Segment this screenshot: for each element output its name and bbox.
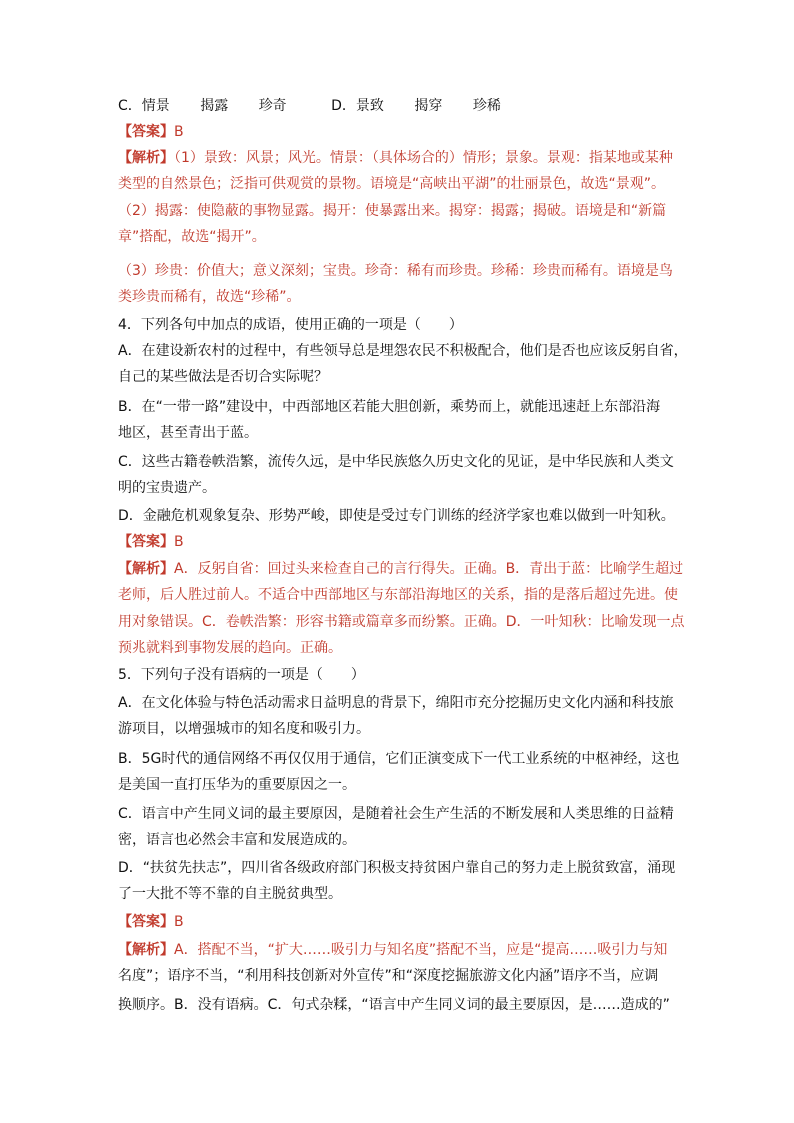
q4-analysis-line: 用对象错误。C．卷帙浩繁：形容书籍或篇章多而纷繁。正确。D．一叶知秋：比喻发现一点 [118,614,685,630]
q3-analysis-line: （2）揭露：使隐蔽的事物显露。揭开：使暴露出来。揭穿：揭露；揭破。语境是和“新篇 [118,203,667,219]
q4-analysis-line: 【解析】A．反躬自省：回过头来检查自己的言行得失。正确。B．青出于蓝：比喻学生超过 [118,561,684,577]
q4-stem: 4．下列各句中加点的成语，使用正确的一项是（ ） [118,317,463,333]
q3-analysis-line: 类型的自然景色；泛指可供观赏的景物。语境是“高峡出平湖”的壮丽景色，故选“景观”。 [118,176,666,192]
q5-stem: 5．下列句子没有语病的一项是（ ） [118,667,365,683]
answer-value: B [174,534,184,550]
analysis-label: 【解析】 [118,150,174,166]
q5-option-line: 游项目，以增强城市的知名度和吸引力。 [118,721,370,737]
q3-analysis-line: 类珍贵而稀有，故选“珍稀”。 [118,289,301,305]
q5-option-line: A．在文化体验与特色活动需求日益明息的背景下，绵阳市充分挖掘历史文化内涵和科技旅 [118,695,674,711]
q5-option-line: 了一大批不等不靠的自主脱贫典型。 [118,886,342,902]
q4-option-line: C．这些古籍卷帙浩繁，流传久远，是中华民族悠久历史文化的见证，是中华民族和人类文 [118,454,674,470]
q4-analysis-line: 老师，后人胜过前人。不适合中西部地区与东部沿海地区的关系，指的是落后超过先进。使 [118,587,678,603]
q3-analysis-line: （3）珍贵：价值大；意义深刻；宝贵。珍奇：稀有而珍贵。珍稀：珍贵而稀有。语境是鸟 [118,263,673,279]
q4-option-line: 地区，甚至青出于蓝。 [118,425,258,441]
q3-analysis-line: 【解析】（1）景致：风景；风光。情景：（具体场合的）情形；景象。景观：指某地或某种 [118,150,673,166]
q3-option-c-1: C．情景 [118,98,170,114]
q5-analysis-line: 【解析】A．搭配不当，“扩大……吸引力与知名度”搭配不当，应是“提高……吸引力与知 [118,942,668,958]
answer-label: 【答案】 [118,534,174,550]
q4-option-line: D．金融危机观象复杂、形势严峻，即使是受过专门训练的经济学家也难以做到一叶知秋。 [118,508,675,524]
q3-option-d-2: 揭穿 [414,98,443,114]
q4-option-line: A．在建设新农村的过程中，有些领导总是埋怨农民不积极配合，他们是否也应该反躬自省， [118,343,688,359]
q4-analysis-line: 预兆就料到事物发展的趋向。正确。 [118,640,342,656]
q3-analysis-line: 章”搭配，故选“揭开”。 [118,229,266,245]
answer-label: 【答案】 [118,124,174,140]
q5-option-line: D．“扶贫先扶志”，四川省各级政府部门积极支持贫困户靠自己的努力走上脱贫致富，涌现 [118,860,676,876]
q5-answer [118,912,688,932]
q3-options-cd [118,96,688,116]
q3-option-c-3: 珍奇 [258,98,287,114]
analysis-label: 【解析】 [118,561,174,577]
answer-label: 【答案】 [118,914,174,930]
q4-option-line: 明的宝贵遗产。 [118,480,216,496]
answer-value: B [174,124,184,140]
q5-option-line: B．5G时代的通信网络不再仅仅用于通信，它们正演变成下一代工业系统的中枢神经，这也 [118,751,680,767]
q4-answer [118,532,688,552]
q5-option-line: C．语言中产生同义词的最主要原因，是随着社会生产生活的不断发展和人类思维的日益精 [118,806,674,822]
analysis-label: 【解析】 [118,942,174,958]
q3-option-c-2: 揭露 [200,98,229,114]
q5-option-line: 是美国一直打压华为的重要原因之一。 [118,777,356,793]
q3-option-d-3: 珍稀 [472,98,501,114]
q5-option-line: 密，语言也必然会丰富和发展造成的。 [118,832,356,848]
q3-answer [118,122,688,142]
q4-option-line: 自己的某些做法是否切合实际呢？ [118,369,328,385]
q4-option-line: B．在“一带一路”建设中，中西部地区若能大胆创新，乘势而上，就能迅速赶上东部沿海 [118,399,661,415]
answer-value: B [174,914,184,930]
q5-analysis-line: 换顺序。B．没有语病。C．句式杂糅，“语言中产生同义词的最主要原因，是……造成的” [118,997,670,1013]
q5-analysis-line: 名度”；语序不当，“利用科技创新对外宣传”和“深度挖掘旅游文化内涵”语序不当，应调 [118,968,659,984]
q3-option-d-1: D．景致 [331,98,384,114]
